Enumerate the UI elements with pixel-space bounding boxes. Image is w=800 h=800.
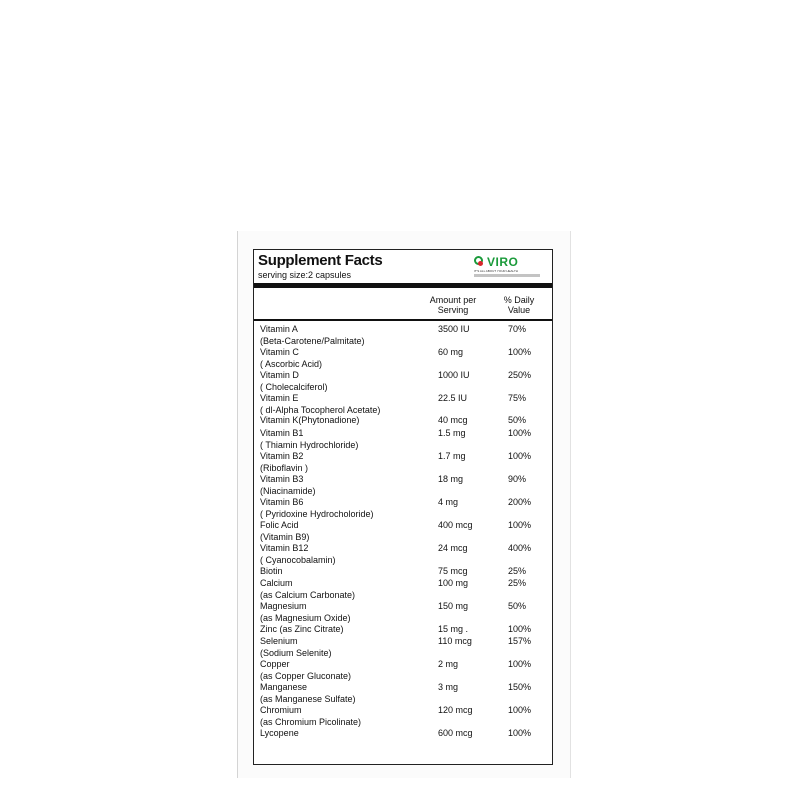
nutrient-source: ( Ascorbic Acid) [260, 358, 323, 369]
nutrient-row [254, 682, 552, 706]
nutrient-source: (Vitamin B9) [260, 531, 310, 542]
nutrient-amount: 150 mg [438, 601, 469, 611]
nutrient-name [260, 659, 351, 682]
nutrient-name [260, 393, 380, 416]
nutrient-title: Copper [260, 659, 290, 669]
nutrient-amount: 60 mg [438, 347, 464, 357]
nutrient-name [260, 636, 332, 659]
nutrient-daily-value: 150% [508, 682, 532, 692]
nutrient-title: Vitamin B12 [260, 543, 309, 553]
nutrient-name [260, 601, 351, 624]
nutrient-title: Vitamin A [260, 324, 298, 334]
nutrient-daily-value: 400% [508, 543, 532, 553]
nutrient-name [260, 705, 361, 728]
nutrient-name [260, 566, 283, 578]
nutrient-amount: 15 mg . [438, 624, 469, 634]
nutrient-name [260, 370, 328, 393]
nutrient-row [254, 543, 552, 567]
supplement-label-card [237, 231, 571, 778]
nutrient-daily-value: 100% [508, 520, 532, 530]
nutrient-amount: 75 mcg [438, 566, 468, 576]
nutrient-daily-value: 100% [508, 428, 532, 438]
nutrient-source: (as Magnesium Oxide) [260, 612, 351, 623]
nutrient-source: (as Calcium Carbonate) [260, 589, 356, 600]
nutrient-title: Magnesium [260, 601, 307, 611]
nutrient-title: Manganese [260, 682, 308, 692]
nutrient-title: Biotin [260, 566, 283, 576]
nutrient-source: (as Copper Gluconate) [260, 670, 352, 681]
nutrient-row [254, 659, 552, 683]
nutrient-source: (Niacinamide) [260, 485, 316, 496]
nutrient-amount: 3500 IU [438, 324, 470, 334]
nutrient-source: (Sodium Selenite) [260, 647, 332, 658]
nutrient-name [260, 347, 322, 370]
amount-column-header: Amount per Serving [429, 295, 477, 315]
nutrient-amount: 40 mcg [438, 415, 468, 425]
nutrient-row [254, 601, 552, 625]
nutrient-amount: 1.5 mg [438, 428, 466, 438]
nutrient-amount: 3 mg [438, 682, 459, 692]
nutrient-daily-value: 25% [508, 578, 527, 588]
logo-dot-icon [478, 261, 483, 266]
nutrient-name [260, 324, 365, 347]
nutrient-row [254, 451, 552, 475]
brand-logo [474, 255, 544, 283]
nutrient-name [260, 728, 299, 740]
nutrient-row [254, 347, 552, 371]
nutrient-title: Vitamin K(Phytonadione) [260, 415, 360, 425]
nutrient-source: (Riboflavin ) [260, 462, 309, 473]
serving-size: serving size:2 capsules [258, 270, 352, 280]
nutrient-amount: 1.7 mg [438, 451, 466, 461]
nutrient-row [254, 324, 552, 348]
header-rule [254, 319, 552, 321]
nutrient-amount: 100 mg [438, 578, 469, 588]
panel-title: Supplement Facts [258, 252, 383, 269]
nutrient-name [260, 682, 356, 705]
nutrient-source: ( Pyridoxine Hydrocholoride) [260, 508, 374, 519]
nutrient-row [254, 370, 552, 394]
nutrient-row [254, 497, 552, 521]
nutrient-name [260, 497, 374, 520]
nutrient-daily-value: 70% [508, 324, 527, 334]
nutrient-source: ( dl-Alpha Tocopherol Acetate) [260, 404, 381, 415]
nutrient-title: Vitamin B2 [260, 451, 304, 461]
nutrient-name [260, 624, 344, 636]
supplement-facts-panel [253, 249, 553, 765]
nutrient-amount: 400 mcg [438, 520, 473, 530]
daily-value-column-header: % Daily Value [503, 295, 535, 315]
nutrient-daily-value: 50% [508, 601, 527, 611]
nutrient-title: Zinc (as Zinc Citrate) [260, 624, 344, 634]
nutrient-daily-value: 157% [508, 636, 532, 646]
nutrient-daily-value: 250% [508, 370, 532, 380]
nutrient-title: Vitamin B6 [260, 497, 304, 507]
nutrient-title: Selenium [260, 636, 298, 646]
nutrient-row [254, 393, 552, 417]
nutrient-title: Chromium [260, 705, 302, 715]
nutrient-source: ( Cyanocobalamin) [260, 554, 336, 565]
nutrient-title: Lycopene [260, 728, 299, 738]
header-thick-rule [254, 283, 552, 288]
nutrient-name [260, 578, 355, 601]
nutrient-daily-value: 50% [508, 415, 527, 425]
nutrient-title: Vitamin E [260, 393, 299, 403]
nutrient-source: (as Chromium Picolinate) [260, 716, 362, 727]
nutrient-row [254, 428, 552, 452]
nutrient-name [260, 428, 358, 451]
nutrient-row [254, 728, 552, 752]
brand-tagline: IT'S ALL ABOUT YOUR HEALTH [474, 269, 518, 273]
nutrient-name [260, 520, 309, 543]
nutrient-title: Vitamin B1 [260, 428, 304, 438]
nutrient-source: (as Manganese Sulfate) [260, 693, 356, 704]
nutrient-daily-value: 100% [508, 451, 532, 461]
nutrient-amount: 600 mcg [438, 728, 473, 738]
nutrient-daily-value: 200% [508, 497, 532, 507]
nutrient-daily-value: 100% [508, 705, 532, 715]
nutrient-name [260, 543, 336, 566]
nutrient-daily-value: 100% [508, 624, 532, 634]
nutrient-row [254, 636, 552, 660]
nutrient-amount: 110 mcg [438, 636, 472, 646]
nutrient-amount: 120 mcg [438, 705, 473, 715]
nutrient-title: Vitamin D [260, 370, 299, 380]
nutrient-source: ( Cholecalciferol) [260, 381, 328, 392]
nutrient-row [254, 705, 552, 729]
nutrient-title: Calcium [260, 578, 293, 588]
nutrient-name [260, 451, 308, 474]
nutrient-source: ( Thiamin Hydrochloride) [260, 439, 359, 450]
nutrient-title: Vitamin B3 [260, 474, 304, 484]
brand-name: VIRO [487, 255, 519, 269]
nutrient-row [254, 474, 552, 498]
nutrient-title: Folic Acid [260, 520, 299, 530]
nutrient-amount: 24 mcg [438, 543, 468, 553]
nutrient-name [260, 474, 316, 497]
nutrient-amount: 4 mg [438, 497, 459, 507]
nutrient-daily-value: 90% [508, 474, 527, 484]
nutrient-amount: 18 mg [438, 474, 464, 484]
nutrient-daily-value: 100% [508, 659, 532, 669]
nutrient-daily-value: 100% [508, 347, 532, 357]
logo-ring-icon [474, 256, 483, 265]
nutrient-amount: 22.5 IU [438, 393, 468, 403]
nutrient-source: (Beta-Carotene/Palmitate) [260, 335, 365, 346]
nutrient-amount: 1000 IU [438, 370, 470, 380]
nutrient-row [254, 578, 552, 602]
nutrient-daily-value: 25% [508, 566, 527, 576]
nutrient-title: Vitamin C [260, 347, 299, 357]
nutrient-amount: 2 mg [438, 659, 459, 669]
brand-arabic-script [474, 274, 540, 277]
nutrient-daily-value: 75% [508, 393, 527, 403]
nutrient-name [260, 415, 359, 427]
nutrient-row [254, 520, 552, 544]
nutrient-daily-value: 100% [508, 728, 532, 738]
